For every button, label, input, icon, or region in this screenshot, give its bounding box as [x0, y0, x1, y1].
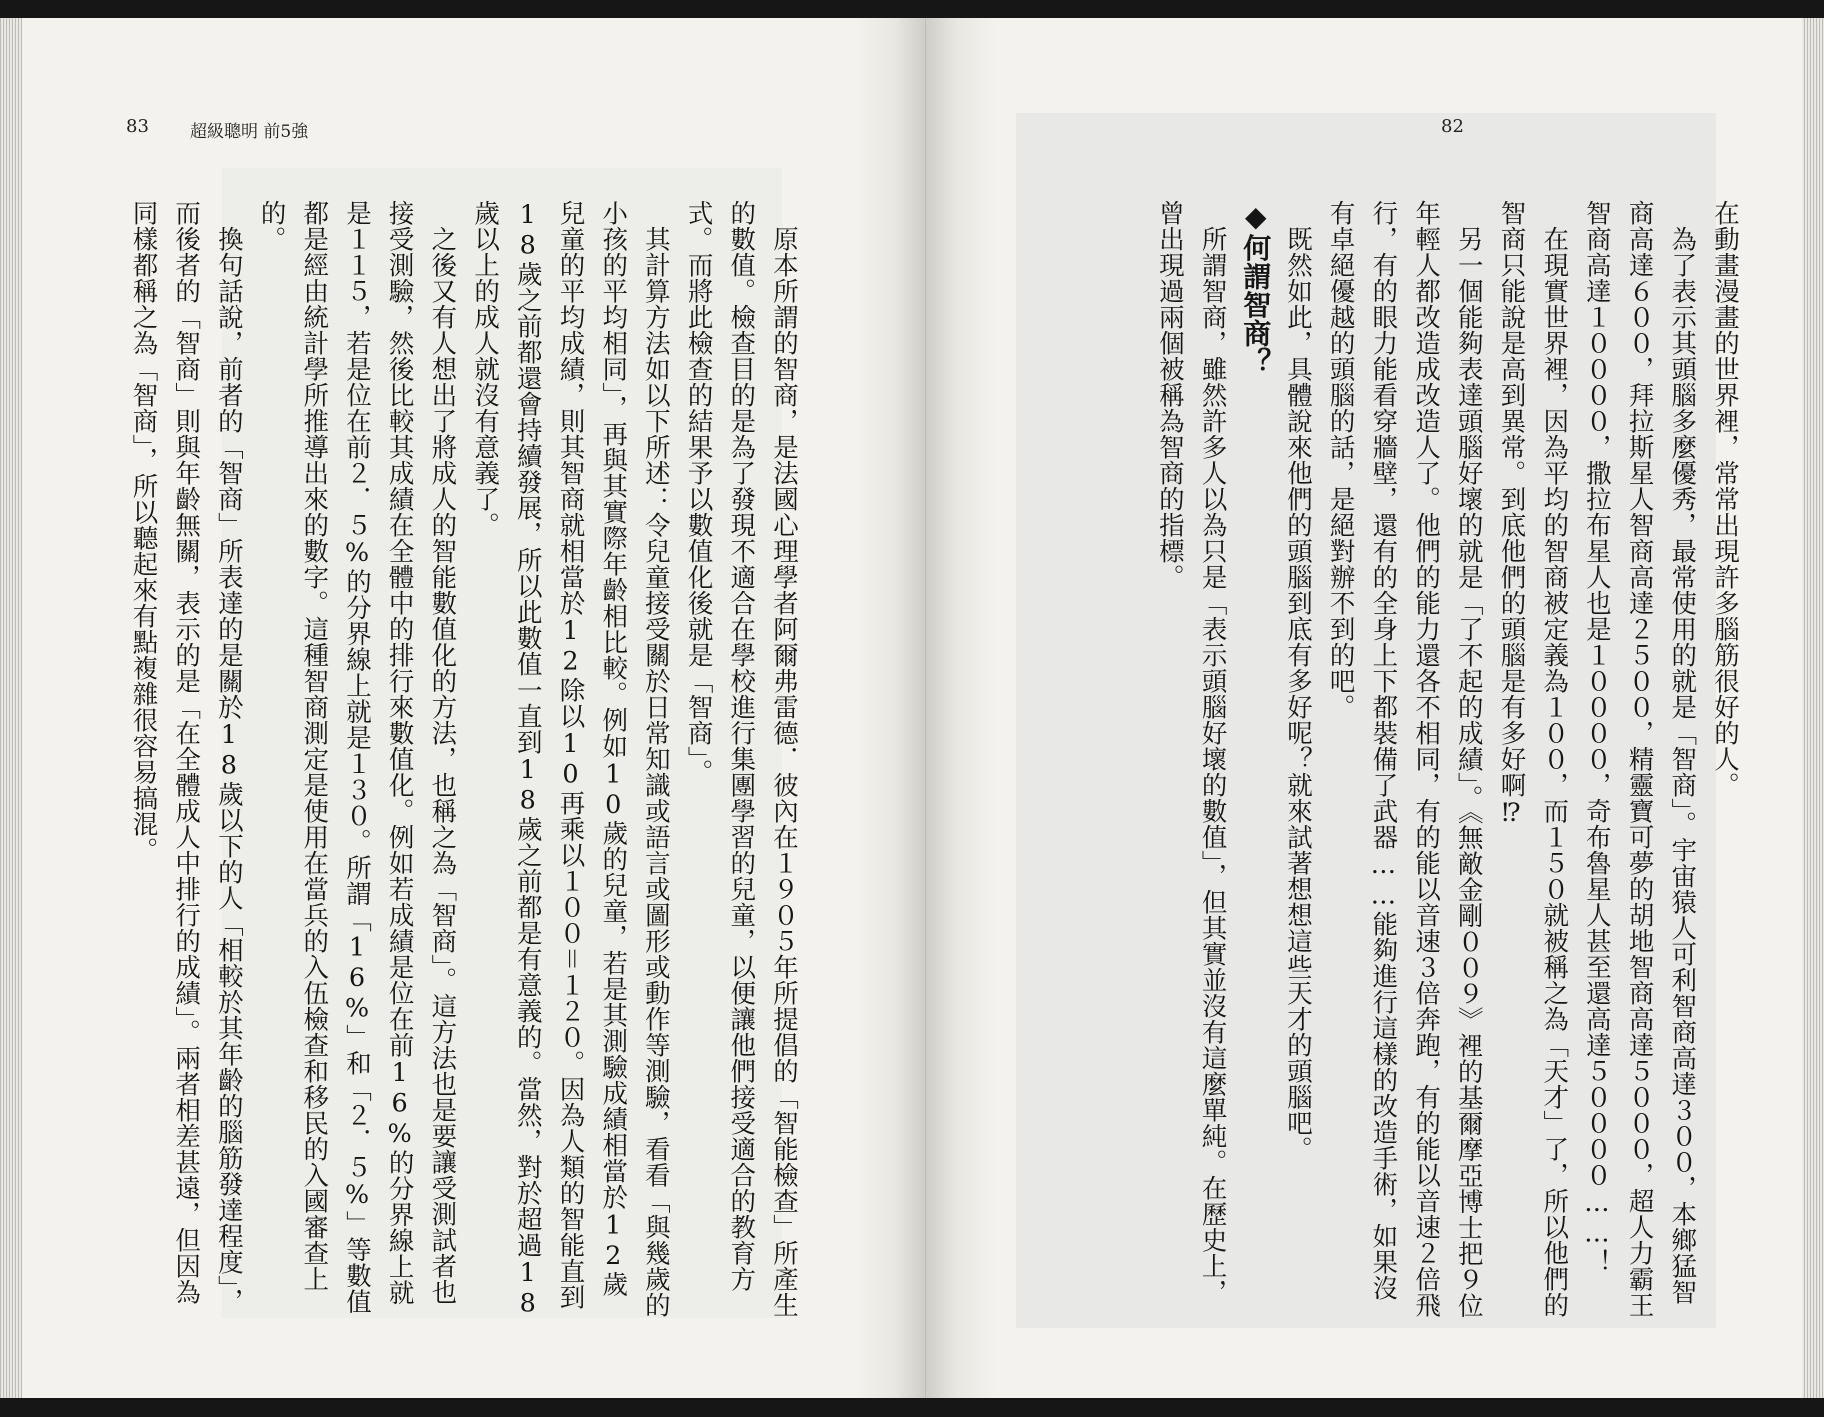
running-header: 超級聰明 前5強: [190, 122, 309, 142]
paragraph: 為了表示其頭腦多麼優秀，最常使用的就是「智商」。宇宙猿人可利智商高達３００，本鄉猛智商高達６００，拜拉斯星人智商高達２５００，精靈寶可夢的胡地智商高達５０００，超人力霸王智商高達１００００，撒拉布星人也是１００００，奇布魯星人甚至還高達５００００……！: [1581, 200, 1698, 1318]
page-number: 83: [126, 116, 149, 137]
left-page: [22, 18, 926, 1398]
paragraph: 所謂智商，雖然許多人以為只是「表示頭腦好壞的數值」，但其實並沒有這麼單純。在歷史上，曾出現過兩個被稱為智商的指標。: [1154, 200, 1228, 1305]
paragraph: 既然如此，具體說來他們的頭腦到底有多好呢？就來試著想想這些天才的頭腦吧。: [1282, 225, 1313, 1162]
right-body-text: [1046, 200, 1746, 1320]
paragraph: 原本所謂的智商，是法國心理學者阿爾弗雷德．彼內在１９０５年所提倡的「智能檢查」所產生的數值。檢查目的是為了發現不適合在學校進行集團學習的兒童，以便讓他們接受適合的教育方式。而將此檢查的結果予以數值化後就是「智商」。: [683, 200, 799, 1318]
paragraph: 另一個能夠表達頭腦好壞的就是「了不起的成績」。《無敵金剛００９》裡的基爾摩亞博士把９位年輕人都改造成改造人了。他們的能力還各不相同，有的能以音速３倍奔跑，有的能以音速２倍飛行，有的眼力能看穿牆壁，還有的全身上下都裝備了武器……能夠進行這樣的改造手術，如果沒有卓絕優越的頭腦的話，是絕對辦不到的吧。: [1325, 200, 1484, 1318]
page-edges-right: [1802, 18, 1824, 1398]
paragraph: 其計算方法如以下所述：令兒童接受關於日常知識或語言或圖形或動作等測驗，看看「與幾歲的小孩的平均相同」，再與其實際年齡相比較。例如10歲的兒童，若是其測驗成績相當於12歲兒童的平均成績，則其智商就相當於12除以10再乘以１００＝１２０。因為人類的智能直到18歲之前都還會持續發展，所以此數值一直到18歲之前都是有意義的。當然，對於超過18歲以上的成人就沒有意義了。: [470, 200, 671, 1319]
paragraph: 之後又有人想出了將成人的智能數值化的方法，也稱之為「智商」。這方法也是要讓受測試者也接受測驗，然後比較其成績在全體中的排行來數值化。例如若成績是位在前16%的分界線上就是１１５，若是位在前２．５%的分界線上就是１３０。所謂「16%」和「２．５%」等數值都是經由統計學所推導出來的數字。這種智商測定是使用在當兵的入伍檢查和移民的入國審查上的。: [256, 200, 458, 1315]
page-number: 82: [1441, 116, 1464, 137]
right-page: [926, 18, 1802, 1398]
section-heading: ◆何謂智商？: [1239, 200, 1273, 376]
page-edges-left: [0, 18, 22, 1398]
paragraph: 在現實世界裡，因為平均的智商被定義為１００，而１５０就被稱之為「天才」了，所以他們的智商只能說是高到異常。到底他們的頭腦是有多好啊⁉: [1496, 200, 1570, 1318]
left-body-text: [105, 200, 805, 1320]
paragraph: 換句話說，前者的「智商」所表達的是關於18歲以下的人「相較於其年齡的腦筋發達程度」，而後者的「智商」則與年齡無關，表示的是「在全體成人中排行的成績」。兩者相差甚遠，但因為同樣都稱之為「智商」，所以聽起來有點複雜很容易搞混。: [128, 200, 244, 1314]
paragraph: 在動畫漫畫的世界裡，常常出現許多腦筋很好的人。: [1710, 200, 1740, 798]
